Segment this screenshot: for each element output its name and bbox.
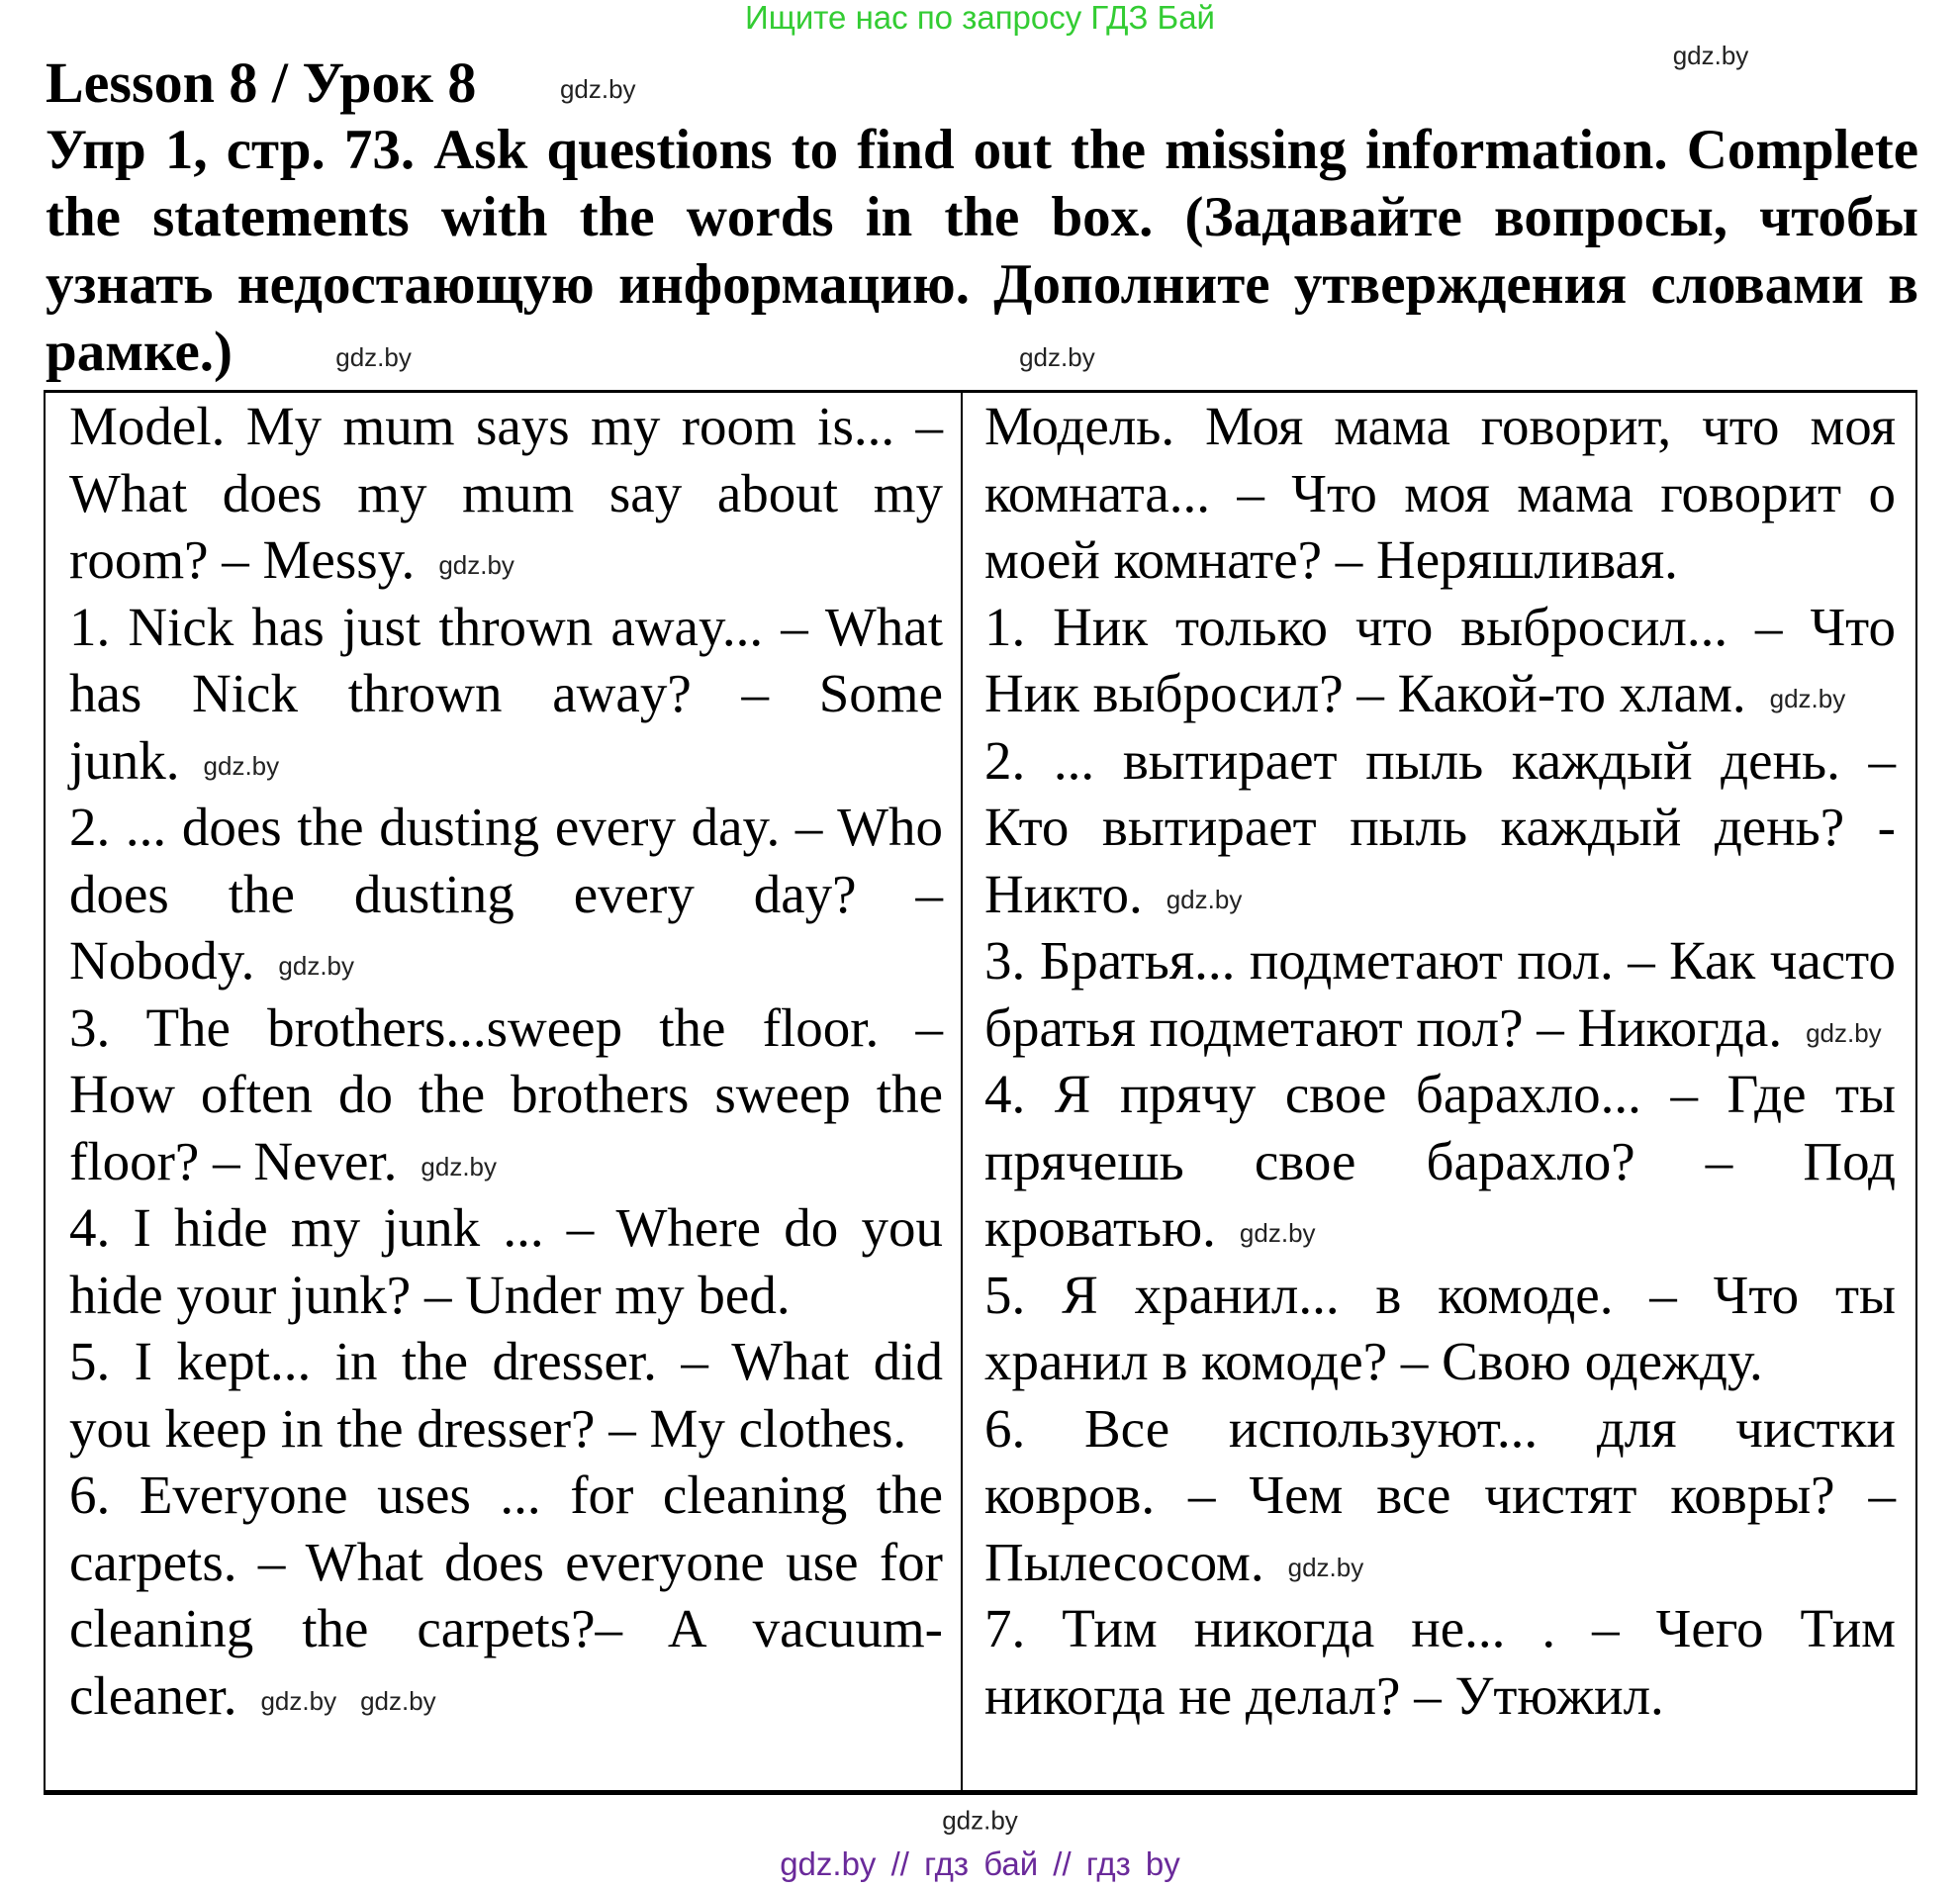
english-item-row	[69, 1194, 943, 1328]
russian-item-row	[984, 1061, 1896, 1262]
russian-item: 2. ... вытирает пыль каждый день. – Кто вытирает пыль каждый день? - Никто.	[984, 729, 1896, 924]
russian-item-row	[984, 1395, 1896, 1596]
watermark: gdz.by	[438, 550, 514, 581]
english-item-row	[69, 393, 943, 594]
watermark: gdz.by	[1672, 41, 1749, 70]
english-item: 5. I kept... in the dresser. – What did you keep in the dresser? – My clothes.	[69, 1331, 943, 1459]
watermark: gdz.by	[559, 73, 636, 104]
russian-item: 6. Все используют... для чистки ковров. – Чем все чистят ковры? – Пылесосом.	[984, 1397, 1896, 1592]
english-column	[46, 393, 963, 1790]
english-item: 6. Everyone uses ... for cleaning the carpets. – What does everyone use for cleaning the carpets?– A vacuum-cleaner.	[69, 1465, 943, 1726]
russian-item: 7. Тим никогда не... . – Чего Тим никогда не делал? – Утюжил.	[984, 1598, 1896, 1726]
russian-item-row	[984, 1595, 1896, 1729]
watermark: gdz.by	[1806, 1017, 1882, 1048]
watermark: gdz.by	[1019, 341, 1095, 372]
russian-item-row	[984, 393, 1896, 594]
english-item-row	[69, 1328, 943, 1462]
exercise-heading-block	[46, 117, 1918, 386]
russian-item: Модель. Моя мама говорит, что моя комната... – Что моя мама говорит о моей комнате? – Неряшливая.	[984, 396, 1896, 590]
watermark: gdz.by	[420, 1151, 498, 1181]
watermark: gdz.by	[335, 341, 412, 372]
english-item-row	[69, 594, 943, 795]
english-item: 2. ... does the dusting every day. – Who does the dusting every day? – Nobody.	[69, 797, 943, 991]
russian-column	[963, 393, 1915, 1790]
english-item: Model. My mum says my room is... – What does my mum say about my room? – Messy.	[69, 396, 943, 590]
lesson-title: Lesson 8 / Урок 8	[46, 50, 477, 115]
english-item-row	[69, 794, 943, 994]
watermark: gdz.by	[278, 951, 355, 982]
watermark: gdz.by	[942, 1805, 1018, 1836]
english-item-row	[69, 994, 943, 1195]
watermark: gdz.by	[1239, 1218, 1316, 1249]
english-item-row	[69, 1462, 943, 1729]
russian-item: 1. Ник только что выбросил... – Что Ник выбросил? – Какой-то хлам.	[984, 596, 1896, 723]
watermark: gdz.by	[1166, 884, 1243, 914]
watermark: gdz.by	[260, 1685, 337, 1716]
english-item: 1. Nick has just thrown away... – What has Nick thrown away? – Some junk.	[69, 596, 943, 791]
russian-item-row	[984, 594, 1896, 727]
exercise-heading: Упр 1, стр. 73. Ask questions to find out the missing information. Complete the statements with the words in the box. (Задавайте вопросы, чтобы узнать недостающую информацию. Дополните утверждения словами в рамке.)	[46, 119, 1918, 383]
watermark: gdz.by	[1769, 684, 1846, 714]
russian-item: 3. Братья... подметают пол. – Как часто братья подметают пол? – Никогда.	[984, 930, 1896, 1058]
english-item: 4. I hide my junk ... – Where do you hide your junk? – Under my bed.	[69, 1197, 943, 1325]
russian-item: 5. Я хранил... в комоде. – Что ты хранил в комоде? – Свою одежду.	[984, 1264, 1896, 1391]
search-banner: Ищите нас по запросу ГДЗ Бай	[745, 0, 1215, 36]
russian-item: 4. Я прячу свое барахло... – Где ты прячешь свое барахло? – Под кроватью.	[984, 1064, 1896, 1258]
watermark: gdz.by	[360, 1685, 436, 1716]
russian-item-row	[984, 727, 1896, 928]
english-item: 3. The brothers...sweep the floor. – How often do the brothers sweep the floor? – Never.	[69, 996, 943, 1191]
below-table-row	[0, 1795, 1960, 1844]
russian-item-row	[984, 1262, 1896, 1395]
footer-links: gdz.by // гдз бай // гдз by	[780, 1845, 1180, 1882]
watermark: gdz.by	[1287, 1552, 1364, 1582]
answer-table	[44, 390, 1917, 1795]
russian-item-row	[984, 927, 1896, 1061]
watermark: gdz.by	[203, 750, 280, 781]
